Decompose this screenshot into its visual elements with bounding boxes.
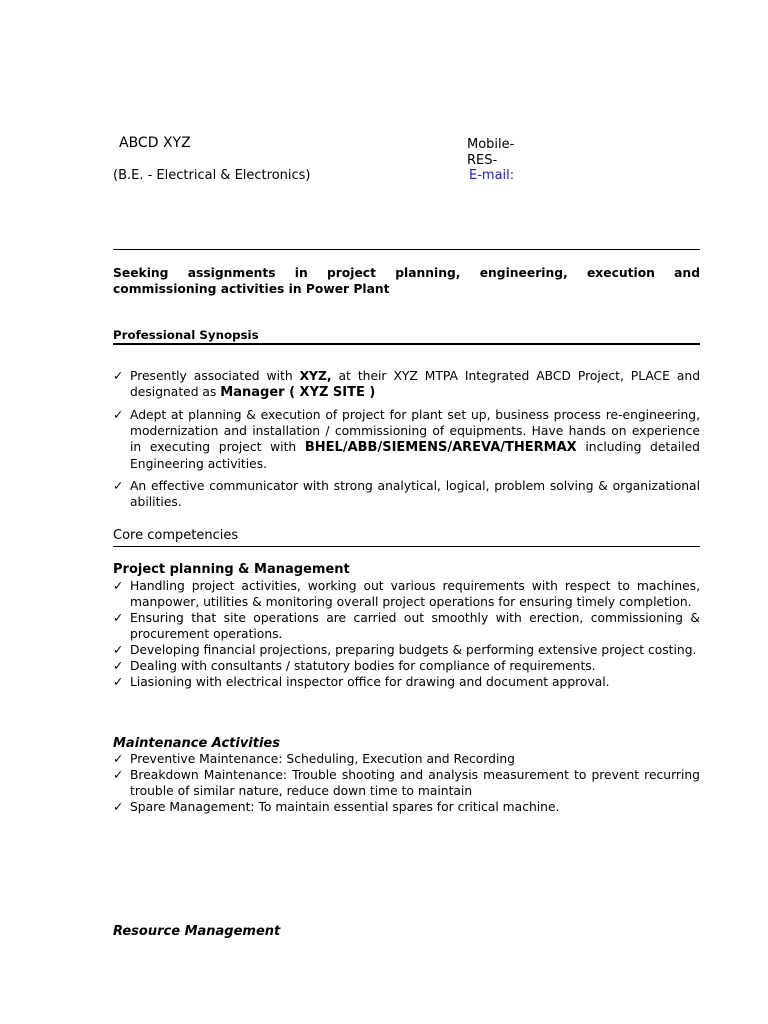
maintenance-heading: Maintenance Activities bbox=[113, 736, 280, 751]
check-icon: ✓ bbox=[113, 675, 124, 689]
synopsis-item: ✓ Presently associated with XYZ, at their XYZ MTPA Integrated ABCD Project, PLACE and designated as Manager ( XYZ SITE ) bbox=[113, 369, 700, 400]
project-planning-heading: Project planning & Management bbox=[113, 562, 350, 577]
residence-phone-label: RES- bbox=[467, 153, 498, 168]
maintenance-item: ✓ Preventive Maintenance: Scheduling, Execution and Recording bbox=[113, 752, 515, 766]
planning-item: ✓ Handling project activities, working out various requirements with respect to machines, manpower, utilities & monitoring overall project operations for ensuring timely completion. bbox=[113, 579, 700, 609]
candidate-degree: (B.E. - Electrical & Electronics) bbox=[113, 168, 311, 183]
check-icon: ✓ bbox=[113, 369, 124, 383]
check-icon: ✓ bbox=[113, 579, 124, 593]
check-icon: ✓ bbox=[113, 611, 124, 625]
check-icon: ✓ bbox=[113, 752, 124, 766]
check-icon: ✓ bbox=[113, 800, 124, 814]
resource-management-heading: Resource Management bbox=[113, 924, 281, 939]
career-objective: Seeking assignments in project planning, engineering, execution and commissioning activities in Power Plant bbox=[113, 266, 700, 296]
professional-synopsis-heading: Professional Synopsis bbox=[113, 328, 259, 342]
maintenance-list bbox=[113, 751, 700, 815]
synopsis-divider bbox=[113, 343, 700, 345]
synopsis-item: ✓ An effective communicator with strong analytical, logical, problem solving & organizational abilities. bbox=[113, 479, 700, 509]
core-competencies-heading: Core competencies bbox=[113, 528, 239, 543]
mobile-label: Mobile- bbox=[467, 137, 515, 152]
synopsis-item: ✓ Adept at planning & execution of project for plant set up, business process re-engineering, modernization and installation / commissioning of equipments. Have hands on experience in executing project with BHEL/ABB/SIEMENS/AREVA/THERMAX including detailed Engineering activities. bbox=[113, 408, 700, 471]
planning-list bbox=[113, 578, 700, 690]
synopsis-list bbox=[113, 368, 700, 516]
core-divider bbox=[113, 546, 700, 547]
candidate-name: ABCD XYZ bbox=[119, 135, 191, 151]
planning-item: ✓ Liasioning with electrical inspector office for drawing and document approval. bbox=[113, 675, 610, 689]
maintenance-item: ✓ Spare Management: To maintain essential spares for critical machine. bbox=[113, 800, 560, 814]
planning-item: ✓ Dealing with consultants / statutory bodies for compliance of requirements. bbox=[113, 659, 596, 673]
check-icon: ✓ bbox=[113, 479, 124, 493]
check-icon: ✓ bbox=[113, 643, 124, 657]
email-label: E-mail: bbox=[469, 168, 515, 183]
planning-item: ✓ Developing financial projections, preparing budgets & performing extensive project costing. bbox=[113, 643, 697, 657]
maintenance-item: ✓ Breakdown Maintenance: Trouble shooting and analysis measurement to prevent recurring trouble of similar nature, reduce down time to maintain bbox=[113, 768, 700, 798]
check-icon: ✓ bbox=[113, 659, 124, 673]
planning-item: ✓ Ensuring that site operations are carried out smoothly with erection, commissioning & procurement operations. bbox=[113, 611, 700, 641]
header-divider bbox=[113, 249, 700, 250]
check-icon: ✓ bbox=[113, 408, 124, 422]
check-icon: ✓ bbox=[113, 768, 124, 782]
